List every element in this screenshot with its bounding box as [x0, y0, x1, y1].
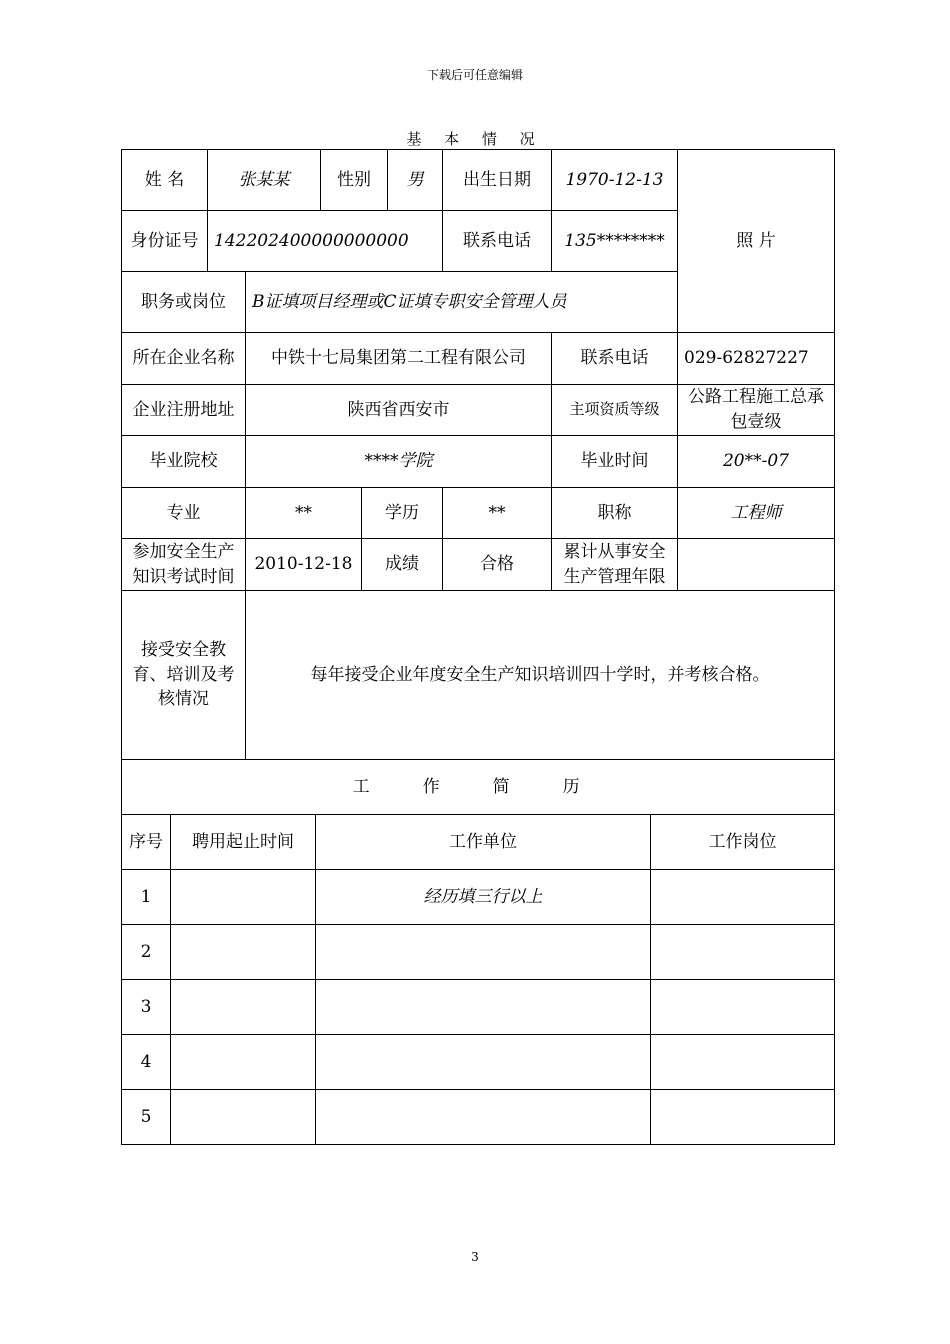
history-row-no: 2	[121, 924, 171, 980]
label-position: 职务或岗位	[121, 271, 246, 333]
value-name: 张某某	[207, 149, 321, 211]
label-id: 身份证号	[121, 210, 208, 272]
label-phone: 联系电话	[442, 210, 552, 272]
header-unit: 工作单位	[315, 814, 651, 870]
section-title: 基 本 情 况	[406, 130, 544, 148]
label-years: 累计从事安全生产管理年限	[551, 538, 678, 591]
label-score: 成绩	[361, 538, 443, 591]
value-major: **	[245, 487, 362, 539]
value-company: 中铁十七局集团第二工程有限公司	[245, 332, 552, 385]
history-row-post	[650, 979, 835, 1035]
label-reg-address: 企业注册地址	[121, 384, 246, 436]
value-grad-time: 20**-07	[677, 435, 835, 488]
value-position: B证填项目经理或C证填专职安全管理人员	[245, 271, 678, 333]
header-no: 序号	[121, 814, 171, 870]
history-row-unit	[315, 1034, 651, 1090]
history-row-period	[170, 979, 316, 1035]
label-grad-time: 毕业时间	[551, 435, 678, 488]
history-row-unit: 经历填三行以上	[315, 869, 651, 925]
value-phone: 135********	[551, 210, 678, 272]
history-row-period	[170, 869, 316, 925]
history-row-no: 3	[121, 979, 171, 1035]
value-reg-address: 陕西省西安市	[245, 384, 552, 436]
value-birth: 1970-12-13	[551, 149, 678, 211]
value-score: 合格	[442, 538, 552, 591]
value-title: 工程师	[677, 487, 835, 539]
history-row-post	[650, 1089, 835, 1145]
history-row-post	[650, 924, 835, 980]
history-row-unit	[315, 924, 651, 980]
work-history-title-text: 工 作 简 历	[352, 776, 604, 797]
work-history-title	[121, 759, 835, 815]
header-period: 聘用起止时间	[170, 814, 316, 870]
label-training: 接受安全教育、培训及考核情况	[121, 590, 246, 760]
page-number: 3	[471, 1250, 479, 1264]
label-education: 学历	[361, 487, 443, 539]
value-gender: 男	[387, 149, 443, 211]
header-note: 下载后可任意编辑	[426, 68, 523, 82]
value-exam-time: 2010-12-18	[245, 538, 362, 591]
history-row-period	[170, 924, 316, 980]
history-row-no: 1	[121, 869, 171, 925]
label-name: 姓 名	[121, 149, 208, 211]
photo-box: 照 片	[677, 149, 835, 333]
label-title: 职称	[551, 487, 678, 539]
label-major: 专业	[121, 487, 246, 539]
label-company: 所在企业名称	[121, 332, 246, 385]
header-post: 工作岗位	[650, 814, 835, 870]
history-row-no: 4	[121, 1034, 171, 1090]
history-row-post	[650, 869, 835, 925]
history-row-unit	[315, 1089, 651, 1145]
value-years	[677, 538, 835, 591]
value-training: 每年接受企业年度安全生产知识培训四十学时，并考核合格。	[245, 590, 835, 760]
label-exam-time: 参加安全生产知识考试时间	[121, 538, 246, 591]
label-gender: 性别	[320, 149, 388, 211]
history-row-post	[650, 1034, 835, 1090]
label-school: 毕业院校	[121, 435, 246, 488]
value-education: **	[442, 487, 552, 539]
history-row-unit	[315, 979, 651, 1035]
history-row-no: 5	[121, 1089, 171, 1145]
history-row-period	[170, 1034, 316, 1090]
label-qualification: 主项资质等级	[551, 384, 678, 436]
history-row-period	[170, 1089, 316, 1145]
value-company-phone: 029-62827227	[677, 332, 835, 385]
value-id: 142202400000000000	[207, 210, 443, 272]
label-company-phone: 联系电话	[551, 332, 678, 385]
label-birth: 出生日期	[442, 149, 552, 211]
value-school: ****学院	[245, 435, 552, 488]
value-qualification: 公路工程施工总承包壹级	[677, 384, 835, 436]
